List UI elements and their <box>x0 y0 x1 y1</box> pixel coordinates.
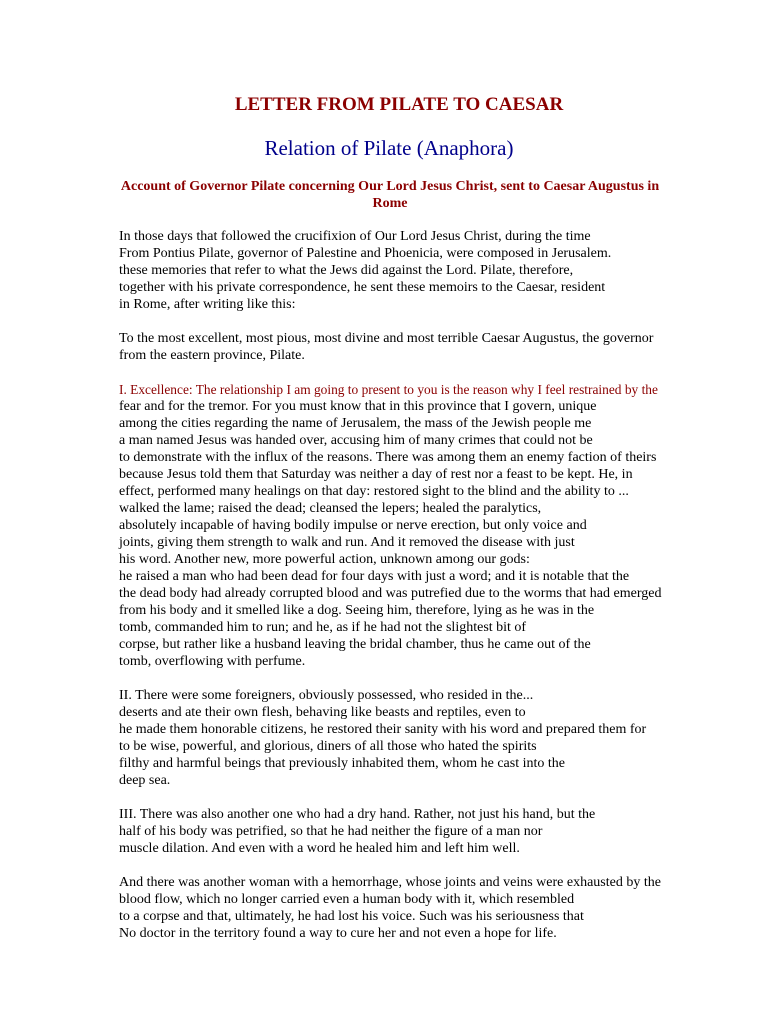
paragraph-salutation <box>119 330 719 364</box>
text-line: to a corpse and that, ultimately, he had lost his voice. Such was his seriousness that <box>119 909 584 924</box>
page-subtitle: Relation of Pilate (Anaphora) <box>264 136 514 160</box>
text-line: effect, performed many healings on that day: restored sight to the blind and the ability to ... <box>119 484 629 499</box>
text-line: walked the lame; raised the dead; cleansed the lepers; healed the paralytics, <box>119 501 542 516</box>
text-line: II. There were some foreigners, obviously possessed, who resided in the... <box>119 688 534 703</box>
paragraph-intro <box>119 228 719 313</box>
text-line: III. There was also another one who had a dry hand. Rather, not just his hand, but the <box>119 807 596 822</box>
text-line: deserts and ate their own flesh, behaving like beasts and reptiles, even to <box>119 705 526 720</box>
text-line: No doctor in the territory found a way to cure her and not even a hope for life. <box>119 926 557 941</box>
text-line: muscle dilation. And even with a word he healed him and left him well. <box>119 841 520 856</box>
text-line: together with his private correspondence, he sent these memoirs to the Caesar, resident <box>119 280 606 295</box>
text-line: the dead body had already corrupted blood and was putrefied due to the worms that had emerged <box>119 586 662 601</box>
text-line: to be wise, powerful, and glorious, diners of all those who hated the spirits <box>119 739 537 754</box>
text-line: these memories that refer to what the Jews did against the Lord. Pilate, therefore, <box>119 263 574 278</box>
text-line: From Pontius Pilate, governor of Palestine and Phoenicia, were composed in Jerusalem. <box>119 246 612 261</box>
page-title: LETTER FROM PILATE TO CAESAR <box>234 94 564 115</box>
text-line: To the most excellent, most pious, most divine and most terrible Caesar Augustus, the governor <box>119 331 654 346</box>
paragraph-hemorrhage <box>119 874 719 942</box>
text-line: in Rome, after writing like this: <box>119 297 296 312</box>
text-line: his word. Another new, more powerful action, unknown among our gods: <box>119 552 530 567</box>
text-line: filthy and harmful beings that previously inhabited them, whom he cast into the <box>119 756 565 771</box>
text-line: corpse, but rather like a husband leaving the bridal chamber, thus he came out of the <box>119 637 591 652</box>
letter-body <box>119 228 719 959</box>
text-line: because Jesus told them that Saturday was neither a day of rest nor a feast to be kept. He, in <box>119 467 633 482</box>
text-line: to demonstrate with the influx of the reasons. There was among them an enemy faction of theirs <box>119 450 657 465</box>
text-line: half of his body was petrified, so that he had neither the figure of a man nor <box>119 824 543 839</box>
text-line: a man named Jesus was handed over, accusing him of many crimes that could not be <box>119 433 593 448</box>
account-heading: Account of Governor Pilate concerning Our Lord Jesus Christ, sent to Caesar Augustus in Rome <box>120 179 660 211</box>
text-line: fear and for the tremor. For you must know that in this province that I govern, unique <box>119 399 597 414</box>
paragraph-section-1 <box>119 381 719 670</box>
text-line: from the eastern province, Pilate. <box>119 348 305 363</box>
paragraph-section-2 <box>119 687 719 789</box>
text-line: deep sea. <box>119 773 171 788</box>
text-line: tomb, overflowing with perfume. <box>119 654 306 669</box>
text-line: And there was another woman with a hemorrhage, whose joints and veins were exhausted by the <box>119 875 661 890</box>
text-line: joints, giving them strength to walk and run. And it removed the disease with just <box>119 535 575 550</box>
text-line: absolutely incapable of having bodily impulse or nerve erection, but only voice and <box>119 518 587 533</box>
text-line: blood flow, which no longer carried even a human body with it, which resembled <box>119 892 575 907</box>
text-line: In those days that followed the crucifixion of Our Lord Jesus Christ, during the time <box>119 229 591 244</box>
text-line: among the cities regarding the name of Jerusalem, the mass of the Jewish people me <box>119 416 592 431</box>
highlighted-text-line: I. Excellence: The relationship I am going to present to you is the reason why I feel restrained by the <box>119 382 658 397</box>
text-line: he raised a man who had been dead for four days with just a word; and it is notable that the <box>119 569 630 584</box>
paragraph-section-3 <box>119 806 719 857</box>
text-line: from his body and it smelled like a dog. Seeing him, therefore, lying as he was in the <box>119 603 595 618</box>
text-line: he made them honorable citizens, he restored their sanity with his word and prepared them for <box>119 722 647 737</box>
text-line: tomb, commanded him to run; and he, as if he had not the slightest bit of <box>119 620 527 635</box>
